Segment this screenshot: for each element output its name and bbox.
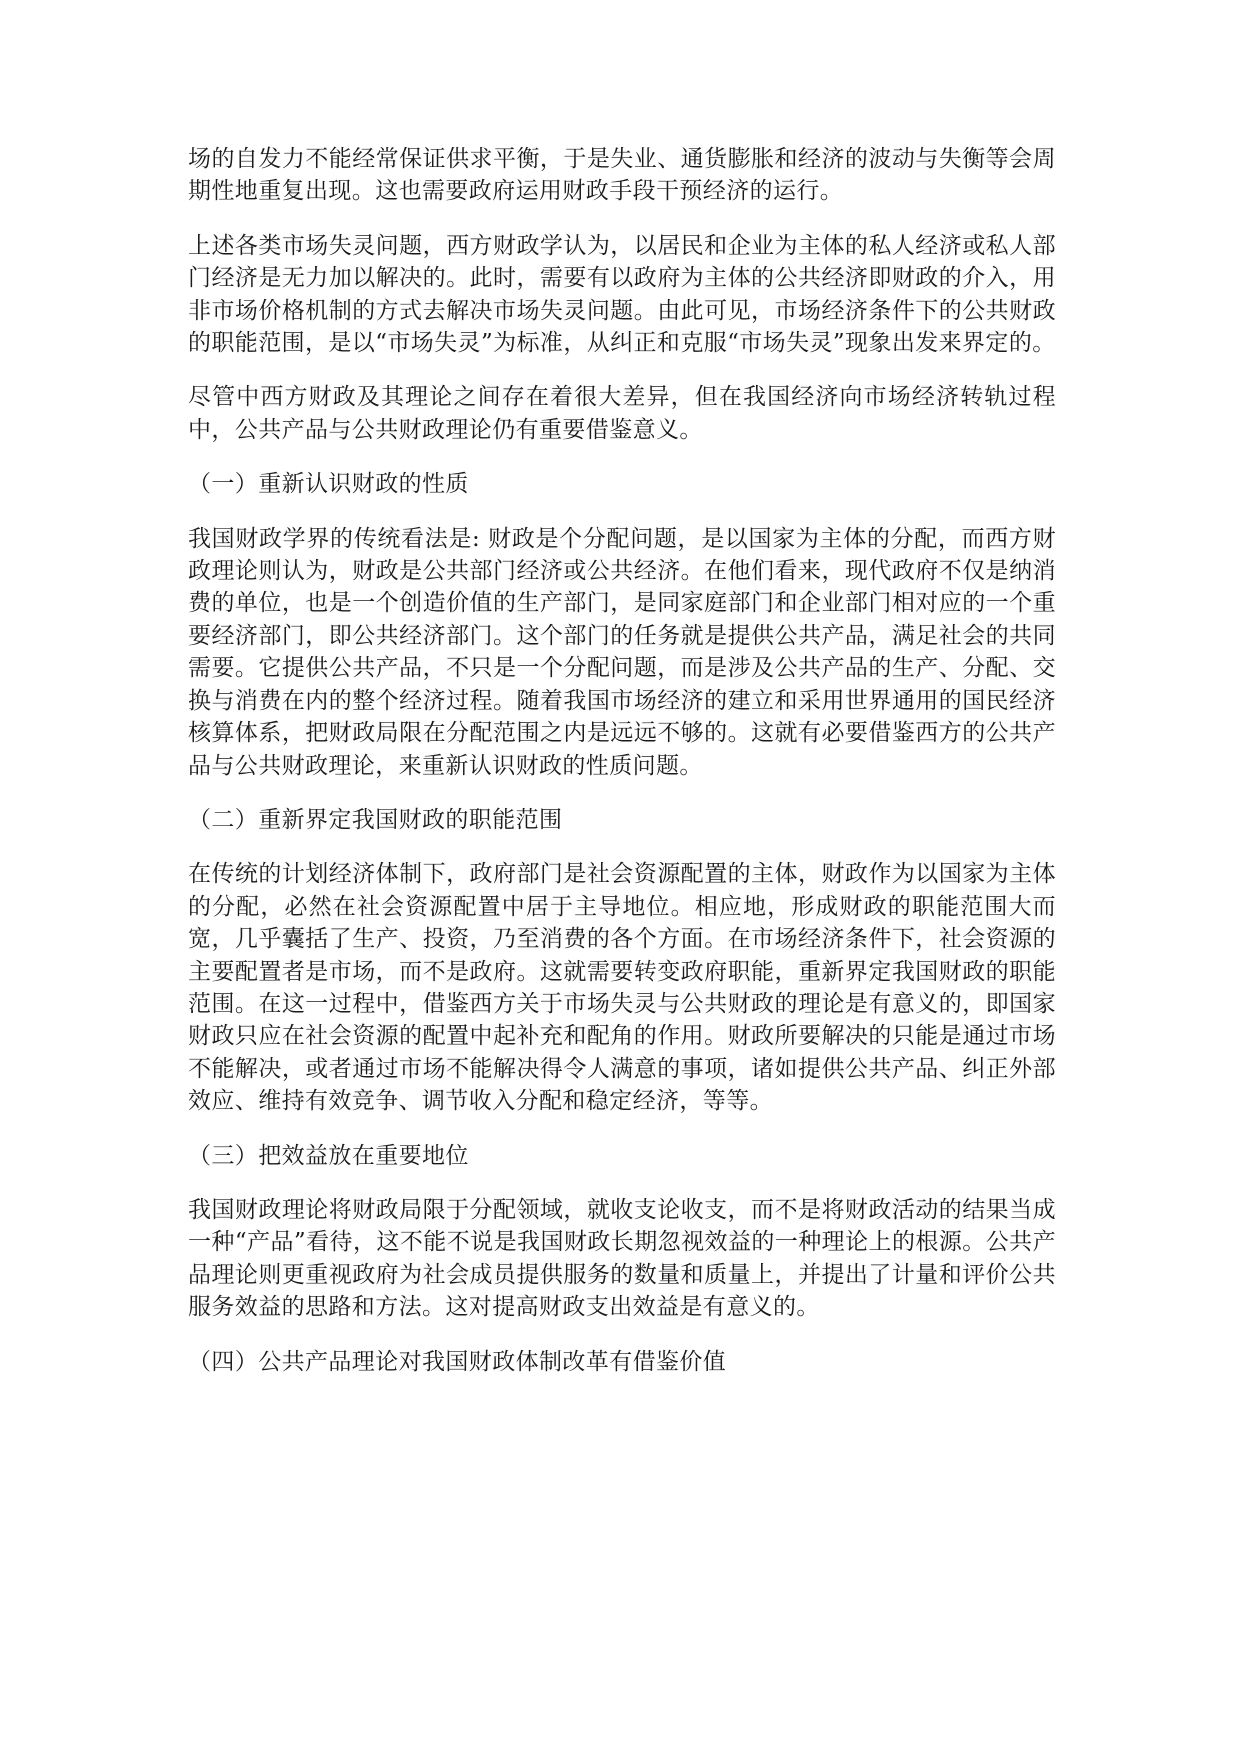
document-page (188, 143, 1056, 1400)
paragraph-market-failure-solution: 上述各类市场失灵问题，西方财政学认为，以居民和企业为主体的私人经济或私人部门经济是无力加以解决的。此时，需要有以政府为主体的公共经济即财政的介入，用非市场价格机制的方式去解决市场失灵问题。由此可见，市场经济条件下的公共财政的职能范围，是以“市场失灵”为标准，从纠正和克服“市场失灵”现象出发来界定的。 (188, 232, 1056, 357)
paragraph-efficiency: 我国财政理论将财政局限于分配领域，就收支论收支，而不是将财政活动的结果当成一种“产品”看待，这不能不说是我国财政长期忽视效益的一种理论上的根源。公共产品理论则更重视政府为社会成员提供服务的数量和质量上，并提出了计量和评价公共服务效益的思路和方法。这对提高财政支出效益是有意义的。 (188, 1196, 1056, 1321)
paragraph-function-scope: 在传统的计划经济体制下，政府部门是社会资源配置的主体，财政作为以国家为主体的分配，必然在社会资源配置中居于主导地位。相应地，形成财政的职能范围大而宽，几乎囊括了生产、投资，乃至消费的各个方面。在市场经济条件下，社会资源的主要配置者是市场，而不是政府。这就需要转变政府职能，重新界定我国财政的职能范围。在这一过程中，借鉴西方关于市场失灵与公共财政的理论是有意义的，即国家财政只应在社会资源的配置中起补充和配角的作用。财政所要解决的只能是通过市场不能解决，或者通过市场不能解决得令人满意的事项，诸如提供公共产品、纠正外部效应、维持有效竞争、调节收入分配和稳定经济，等等。 (188, 861, 1056, 1115)
paragraph-nature-of-finance: 我国财政学界的传统看法是: 财政是个分配问题，是以国家为主体的分配，而西方财政理论则认为，财政是公共部门经济或公共经济。在他们看来，现代政府不仅是纳消费的单位，也是一个创造价值的生产部门，是同家庭部门和企业部门相对应的一个重要经济部门，即公共经济部门。这个部门的任务就是提供公共产品，满足社会的共同需要。它提供公共产品，不只是一个分配问题，而是涉及公共产品的生产、分配、交换与消费在内的整个经济过程。随着我国市场经济的建立和采用世界通用的国民经济核算体系，把财政局限在分配范围之内是远远不够的。这就有必要借鉴西方的公共产品与公共财政理论，来重新认识财政的性质问题。 (188, 525, 1056, 779)
paragraph-reference-significance: 尽管中西方财政及其理论之间存在着很大差异，但在我国经济向市场经济转轨过程中，公共产品与公共财政理论仍有重要借鉴意义。 (188, 384, 1056, 443)
section-heading-2: （二）重新界定我国财政的职能范围 (188, 806, 563, 833)
paragraph-market-failure-cycles: 场的自发力不能经常保证供求平衡，于是失业、通货膨胀和经济的波动与失衡等会周期性地重复出现。这也需要政府运用财政手段干预经济的运行。 (188, 146, 1056, 205)
section-heading-1: （一）重新认识财政的性质 (188, 471, 469, 498)
section-heading-3: （三）把效益放在重要地位 (188, 1142, 469, 1169)
section-heading-4: （四）公共产品理论对我国财政体制改革有借鉴价值 (188, 1348, 727, 1375)
